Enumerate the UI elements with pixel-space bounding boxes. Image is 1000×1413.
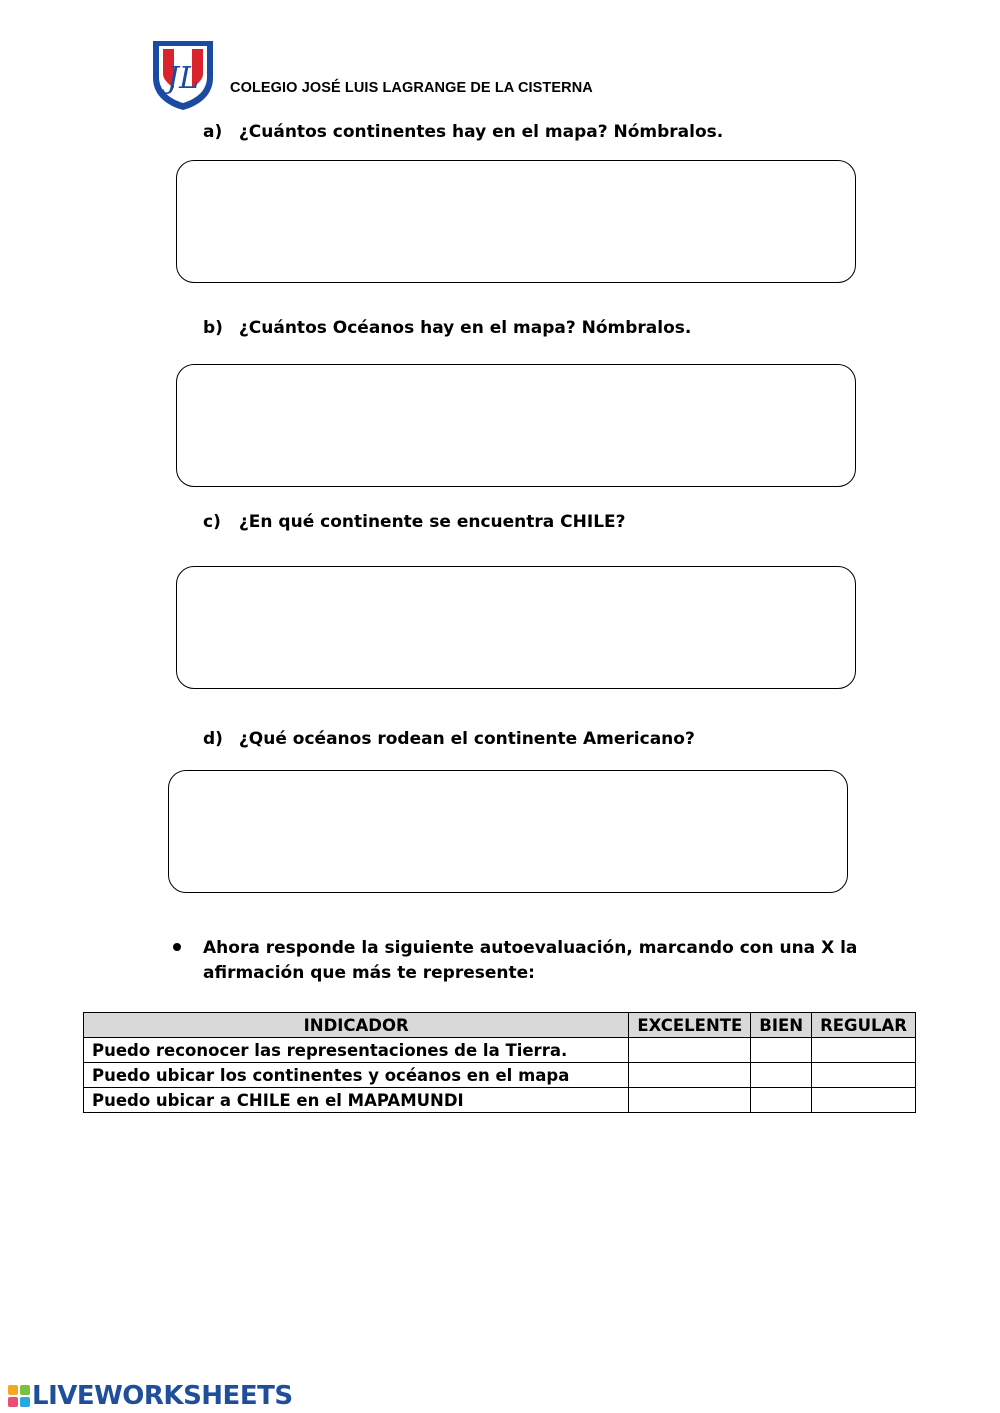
- column-header-bien: BIEN: [751, 1013, 812, 1038]
- table-row: [84, 1038, 916, 1063]
- table-row: [84, 1063, 916, 1088]
- indicator-cell: Puedo ubicar a CHILE en el MAPAMUNDI: [84, 1088, 629, 1113]
- question-c-label: c): [203, 512, 221, 532]
- question-c-text: ¿En qué continente se encuentra CHILE?: [238, 512, 626, 532]
- school-shield-logo: [150, 38, 216, 112]
- question-b-label: b): [203, 318, 223, 338]
- question-a-text: ¿Cuántos continentes hay en el mapa? Nómbralos.: [238, 122, 724, 142]
- regular-cell[interactable]: [812, 1063, 916, 1088]
- question-b: [203, 318, 691, 338]
- self-evaluation-instruction: Ahora responde la siguiente autoevaluación, marcando con una X la afirmación que más te represente:: [203, 938, 858, 983]
- liveworksheets-logo-icon: [8, 1385, 30, 1407]
- bien-cell[interactable]: [751, 1063, 812, 1088]
- answer-box-b[interactable]: [176, 364, 856, 487]
- bien-cell[interactable]: [751, 1038, 812, 1063]
- indicator-cell: Puedo ubicar los continentes y océanos en el mapa: [84, 1063, 629, 1088]
- brand-text: LIVEWORKSHEETS: [32, 1381, 293, 1411]
- logo-monogram: JL: [167, 61, 199, 96]
- question-d-text: ¿Qué océanos rodean el continente Americano?: [238, 729, 695, 749]
- bullet-icon: [173, 943, 181, 951]
- bien-cell[interactable]: [751, 1088, 812, 1113]
- regular-cell[interactable]: [812, 1038, 916, 1063]
- regular-cell[interactable]: [812, 1088, 916, 1113]
- indicator-cell: Puedo reconocer las representaciones de la Tierra.: [84, 1038, 629, 1063]
- answer-box-a[interactable]: [176, 160, 856, 283]
- table-row: [84, 1088, 916, 1113]
- self-evaluation-table: [83, 1012, 916, 1113]
- question-b-text: ¿Cuántos Océanos hay en el mapa? Nómbralos.: [238, 318, 692, 338]
- question-d: [203, 729, 695, 749]
- question-c: [203, 512, 626, 532]
- excelente-cell[interactable]: [629, 1063, 751, 1088]
- column-header-excelente: EXCELENTE: [629, 1013, 751, 1038]
- column-header-indicador: INDICADOR: [84, 1013, 629, 1038]
- answer-box-d[interactable]: [168, 770, 848, 893]
- excelente-cell[interactable]: [629, 1088, 751, 1113]
- question-a-label: a): [203, 122, 223, 142]
- column-header-regular: REGULAR: [812, 1013, 916, 1038]
- question-d-label: d): [203, 729, 223, 749]
- liveworksheets-brand[interactable]: [8, 1381, 293, 1411]
- table-header-row: [84, 1013, 916, 1038]
- question-a: [203, 122, 723, 142]
- answer-box-c[interactable]: [176, 566, 856, 689]
- excelente-cell[interactable]: [629, 1038, 751, 1063]
- school-name: COLEGIO JOSÉ LUIS LAGRANGE DE LA CISTERNA: [230, 80, 593, 96]
